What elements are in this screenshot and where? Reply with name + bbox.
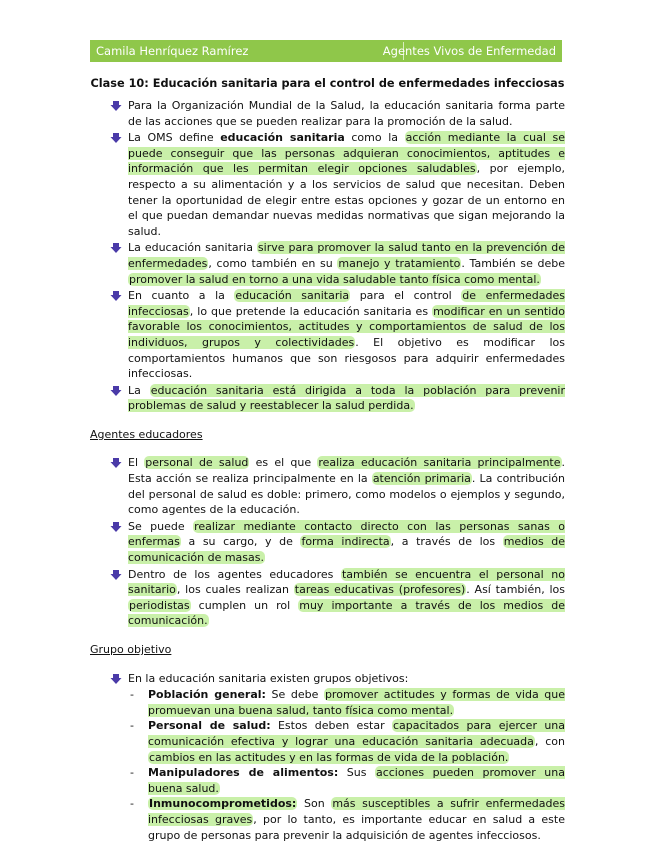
highlight: cambios en las actitudes y en las formas de vida de la población. <box>149 750 509 764</box>
highlight: medios de comunicación de masas. <box>128 535 566 565</box>
dash-bullet: - <box>130 719 134 733</box>
dash-bullet: - <box>130 797 134 811</box>
arrow-bullet-icon <box>110 673 122 685</box>
list-item: En la educación sanitaria existen grupos objetivos: <box>90 671 565 687</box>
highlight: realiza educación sanitaria principalmente <box>318 456 561 470</box>
highlight: capacitados para ejercer una comunicación efectiva y lograr una educación sanitaria adecuada <box>148 719 565 748</box>
grupo-bullet-list <box>90 671 565 687</box>
list-item: - Inmunocomprometidos: Son más susceptibles a sufrir enfermedades infecciosas graves, por lo tanto, es importante educar en salud a este grupo de personas para prevenir la adquisición de agentes infecciosos. <box>130 797 565 842</box>
highlight: periodistas <box>129 598 190 612</box>
arrow-bullet-icon <box>110 521 122 533</box>
dash-bullet: - <box>130 688 134 702</box>
highlight: atención primaria <box>372 472 471 486</box>
highlight: tareas educativas (profesores) <box>294 583 466 597</box>
page-header <box>90 40 562 62</box>
highlight: Inmunocomprometidos: <box>149 797 297 811</box>
list-item: La educación sanitaria sirve para promover la salud tanto en la prevención de enfermedades, como también en su manejo y tratamiento. También se debe promover la salud en torno a una vida saludable tanto física como mental. <box>90 240 565 287</box>
document-body <box>90 98 565 843</box>
list-item: En cuanto a la educación sanitaria para el control de enfermedades infecciosas, lo que pretende la educación sanitaria es modificar en un sentido favorable los conocimientos, actitudes y comportamientos de salud de los individuos, grupos y colectividades. El objetivo es modificar los comportamientos humanos que son riesgosos para adquirir enfermedades infecciosas. <box>90 288 565 382</box>
highlight: promover actitudes y formas de vida que promuevan una buena salud, tanto física como mental. <box>148 688 566 717</box>
highlight: personal de salud <box>145 456 249 470</box>
highlight: muy importante a través de los medios de comunicación. <box>128 598 565 628</box>
section-heading-grupo: Grupo objetivo <box>90 643 172 656</box>
list-item: El personal de salud es el que realiza educación sanitaria principalmente. Esta acción se realiza principalmente en la atención primaria. La contribución del personal de salud es doble: primero, como modelos o ejemplos y segundo, como agentes de la educación. <box>90 455 565 517</box>
header-author: Camila Henríquez Ramírez <box>96 44 249 58</box>
arrow-bullet-icon <box>110 569 122 581</box>
arrow-bullet-icon <box>110 242 122 254</box>
target-group-list <box>90 687 565 843</box>
highlight: forma indirecta <box>301 535 390 549</box>
highlight: realizar mediante contacto directo con las personas sanas o enfermas <box>128 519 565 549</box>
highlight: manejo y tratamiento <box>338 256 461 270</box>
header-subject: Agentes Vivos de Enfermedad <box>382 44 556 58</box>
section-heading-agentes: Agentes educadores <box>90 427 203 441</box>
highlight: educación sanitaria <box>235 289 350 303</box>
list-item: - Personal de salud: Estos deben estar capacitados para ejercer una comunicación efectiva y lograr una educación sanitaria adecuada, con cambios en las actitudes y en las formas de vida de la población. <box>130 719 565 764</box>
intro-bullet-list <box>90 98 565 414</box>
list-item: La OMS define educación sanitaria como la acción mediante la cual se puede conseguir que las personas adquieran conocimientos, aptitudes e información que les permitan elegir opciones saludables, por ejemplo, respecto a su alimentación y a los servicios de salud que necesitan. Deben tener la oportunidad de elegir entre estas opciones y gozar de un entorno en el que puedan demandar nuevas medidas normativas que sigan mejorando la salud. <box>90 130 565 239</box>
highlight: más susceptibles a sufrir enfermedades infecciosas graves <box>148 797 565 826</box>
list-item: La educación sanitaria está dirigida a toda la población para prevenir problemas de salud y reestablecer la salud perdida. <box>90 383 565 414</box>
list-item: - Población general: Se debe promover actitudes y formas de vida que promuevan una buena salud, tanto física como mental. <box>130 688 566 717</box>
arrow-bullet-icon <box>110 457 122 469</box>
list-item: Se puede realizar mediante contacto directo con las personas sanas o enfermas a su cargo, y de forma indirecta, a través de los medios de comunicación de masas. <box>90 519 565 566</box>
list-item: - Manipuladores de alimentos: Sus acciones pueden promover una buena salud. <box>130 766 565 795</box>
highlight: acciones pueden promover una buena salud. <box>148 766 565 795</box>
arrow-bullet-icon <box>110 100 122 112</box>
page-title: Clase 10: Educación sanitaria para el control de enfermedades infecciosas <box>90 77 565 90</box>
arrow-bullet-icon <box>110 290 122 302</box>
highlight: promover la salud en torno a una vida saludable tanto física como mental. <box>129 272 540 286</box>
highlight: también se encuentra el personal no sanitario <box>128 567 565 597</box>
highlight: educación sanitaria está dirigida a toda la población para prevenir problemas de salud y reestablecer la salud perdida. <box>128 383 565 413</box>
highlight: sirve para promover la salud tanto en la prevención de enfermedades <box>128 241 565 270</box>
highlight: acción mediante la cual se puede conseguir que las personas adquieran conocimientos, aptitudes e información que les permitan elegir opciones saludables <box>128 131 565 176</box>
list-item: Para la Organización Mundial de la Salud, la educación sanitaria forma parte de las acciones que se pueden realizar para la promoción de la salud. <box>90 98 565 129</box>
agentes-bullet-list <box>90 455 565 629</box>
dash-bullet: - <box>130 766 134 780</box>
highlight: de enfermedades infecciosas <box>128 289 565 318</box>
list-item: Dentro de los agentes educadores también se encuentra el personal no sanitario, los cuales realizan tareas educativas (profesores). Así también, los periodistas cumplen un rol muy importante a través de los medios de comunicación. <box>90 567 565 629</box>
arrow-bullet-icon <box>110 132 122 144</box>
arrow-bullet-icon <box>110 385 122 397</box>
highlight: modificar en un sentido favorable los conocimientos, actitudes y comportamientos de salud de los individuos, grupos y colectividades <box>128 304 566 349</box>
